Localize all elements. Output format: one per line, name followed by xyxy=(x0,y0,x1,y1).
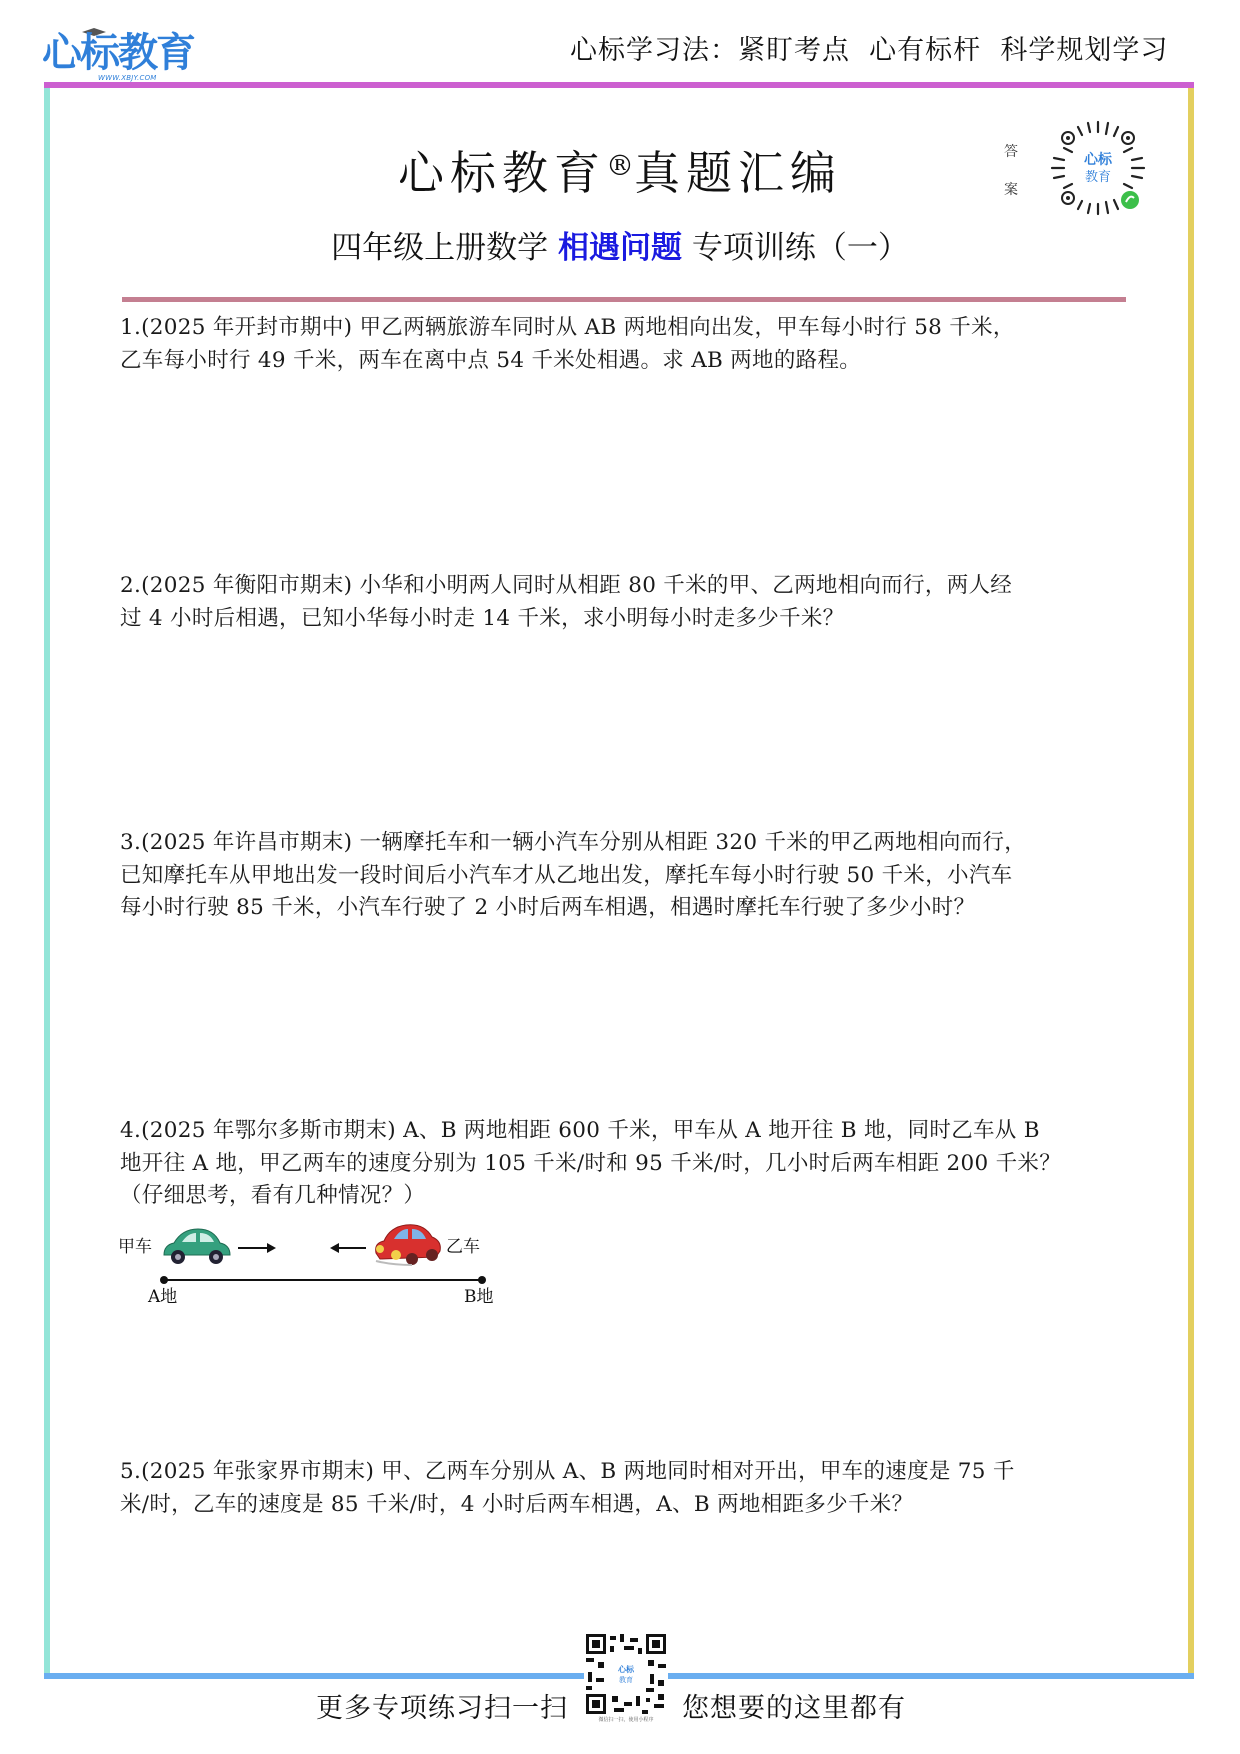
question-2 xyxy=(120,570,1132,635)
car-b-label: 乙车 xyxy=(446,1237,480,1257)
frame-top-bar xyxy=(44,82,1194,88)
question-4 xyxy=(120,1115,1132,1213)
registered-mark: ® xyxy=(606,149,634,182)
question-line: 3.(2025 年许昌市期末) 一辆摩托车和一辆小汽车分别从相距 320 千米的甲乙两地相向而行， xyxy=(120,830,1027,855)
answer-mini-program-code[interactable] xyxy=(1048,118,1148,218)
question-line: 过 4 小时后相遇，已知小华每小时走 14 千米，求小明每小时走多少千米？ xyxy=(120,605,845,631)
question-line: 5.(2025 年张家界市期末) 甲、乙两车分别从 A、B 两地同时相对开出，甲车的速度是 75 千 xyxy=(120,1459,1015,1484)
header-slogan: 心标学习法：紧盯考点 心有标杆 科学规划学习 xyxy=(570,35,1169,66)
svg-text:教育: 教育 xyxy=(619,1676,633,1684)
footer-qr-code[interactable] xyxy=(584,1632,668,1726)
question-line: 每小时行驶 85 千米，小汽车行驶了 2 小时后两车相遇，相遇时摩托车行驶了多少小时？ xyxy=(120,895,976,920)
question-line: 2.(2025 年衡阳市期末) 小华和小明两人同时从相距 80 千米的甲、乙两地相向而行，两人经 xyxy=(120,573,1013,598)
brand-logo xyxy=(42,30,212,82)
qr-code-icon xyxy=(584,1632,668,1716)
question-1 xyxy=(120,312,1132,377)
title-suffix: 真题汇编 xyxy=(634,146,842,200)
question-line: 地开往 A 地，甲乙两车的速度分别为 105 千米/时和 95 千米/时，几小时后两车相距 200 千米？ xyxy=(120,1150,1062,1176)
point-b-label: B地 xyxy=(464,1287,494,1307)
footer-right-text: 您想要的这里都有 xyxy=(682,1693,906,1724)
svg-text:心标: 心标 xyxy=(618,1665,634,1674)
qr-caption: 微信扫一扫，使用小程序 xyxy=(598,1717,654,1723)
point-a-label: A地 xyxy=(148,1287,178,1307)
subtitle-prefix: 四年级上册数学 xyxy=(331,230,558,266)
title-divider xyxy=(122,297,1126,302)
left-arrow-icon xyxy=(332,1247,366,1249)
logo-url: WWW.XBJY.COM xyxy=(98,74,157,82)
svg-text:教育: 教育 xyxy=(1084,170,1112,185)
road-line xyxy=(164,1279,482,1281)
topic-highlight: 相遇问题 xyxy=(558,230,682,266)
answer-label xyxy=(1003,133,1019,209)
right-arrow-icon xyxy=(238,1247,274,1249)
question-line: 4.(2025 年鄂尔多斯市期末) A、B 两地相距 600 千米，甲车从 A 地开往 B 地，同时乙车从 B xyxy=(120,1118,1040,1143)
green-car-icon xyxy=(160,1225,232,1267)
page-subtitle xyxy=(0,228,1240,268)
subtitle-suffix: 专项训练（一） xyxy=(682,230,909,266)
frame-left-bar xyxy=(44,88,50,1673)
logo-text: 心标教育 xyxy=(42,30,194,76)
question-line: （仔细思考，看有几种情况？） xyxy=(120,1183,426,1208)
question-line: 已知摩托车从甲地出发一段时间后小汽车才从乙地出发，摩托车每小时行驶 50 千米，小汽车 xyxy=(120,862,1013,888)
frame-right-bar xyxy=(1188,88,1194,1673)
mini-program-code-icon xyxy=(1048,118,1148,218)
question-line: 乙车每小时行 49 千米，两车在离中点 54 千米处相遇。求 AB 两地的路程。 xyxy=(120,347,862,373)
question-3 xyxy=(120,827,1132,925)
red-car-icon xyxy=(372,1219,444,1269)
point-b-dot xyxy=(478,1276,486,1284)
title-brand: 心标教育 xyxy=(398,146,606,200)
footer-left-text: 更多专项练习扫一扫 xyxy=(316,1693,568,1724)
svg-text:心标: 心标 xyxy=(1084,152,1112,168)
answer-label-char-1: 答 xyxy=(1004,144,1018,160)
car-a-label: 甲车 xyxy=(118,1237,152,1257)
question-line: 米/时，乙车的速度是 85 千米/时，4 小时后两车相遇，A、B 两地相距多少千米？ xyxy=(120,1491,914,1517)
question-5 xyxy=(120,1456,1132,1521)
question-line: 1.(2025 年开封市期中) 甲乙两辆旅游车同时从 AB 两地相向出发，甲车每小时行 58 千米， xyxy=(120,315,1015,340)
answer-label-char-2: 案 xyxy=(1004,182,1018,198)
meeting-diagram xyxy=(110,1225,550,1315)
